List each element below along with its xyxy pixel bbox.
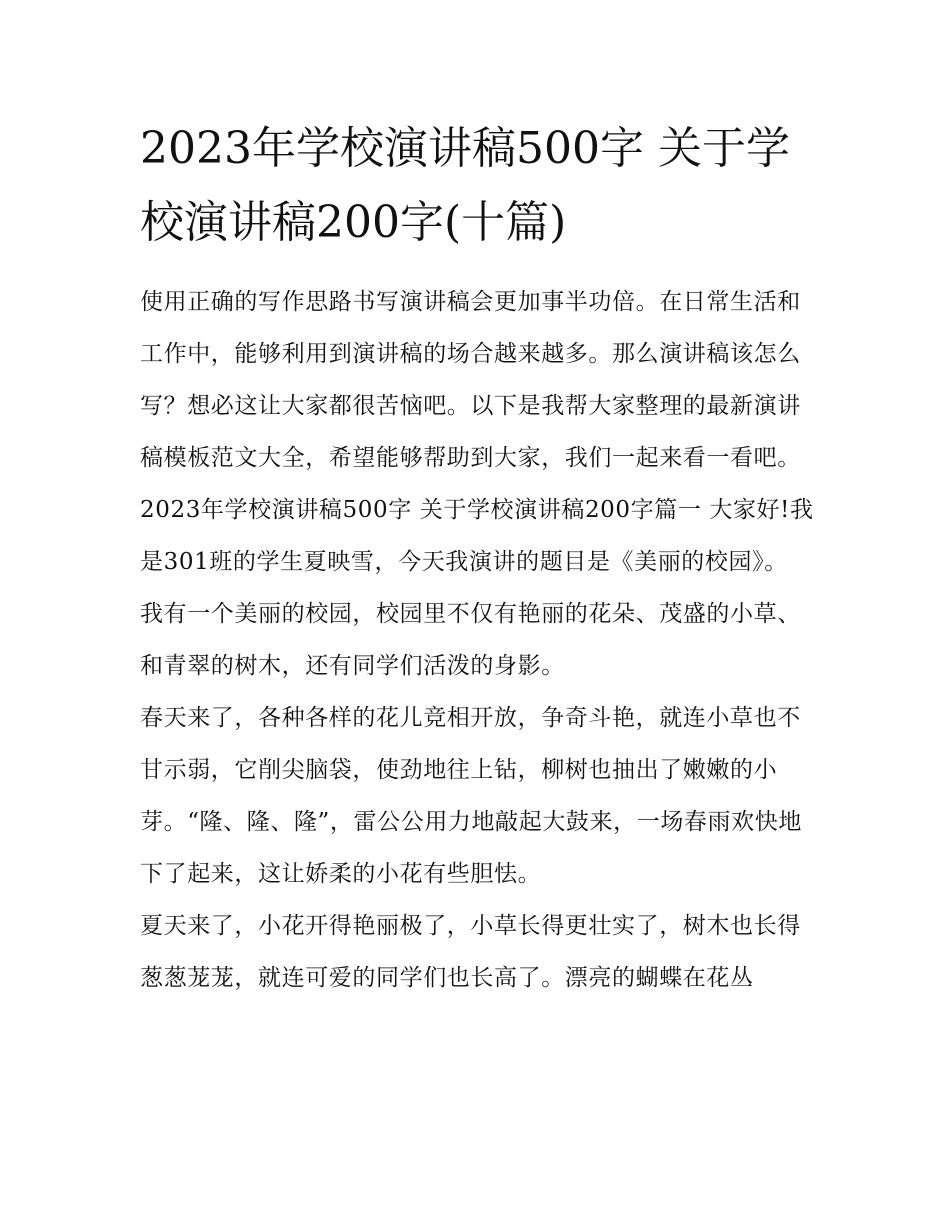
paragraph-intro: 使用正确的写作思路书写演讲稿会更加事半功倍。在日常生活和工作中，能够利用到演讲稿的场合越来越多。那么演讲稿该怎么写？想必这让大家都很苦恼吧。以下是我帮大家整理的最新演讲稿模板范文大全，希望能够帮助到大家，我们一起来看一看吧。 (140, 289, 801, 471)
document-content (140, 112, 815, 1004)
paragraph-spring: 春天来了，各种各样的花儿竞相开放，争奇斗艳，就连小草也不甘示弱，它削尖脑袋，使劲地往上钻，柳树也抽出了嫩嫩的小芽。“隆、隆、隆”，雷公公用力地敲起大鼓来，一场春雨欢快地下了起来，这让娇柔的小花有些胆怯。 (140, 705, 802, 887)
document-body (140, 276, 815, 1004)
paragraph-campus: 我有一个美丽的校园，校园里不仅有艳丽的花朵、茂盛的小草、和青翠的树木，还有同学们活泼的身影。 (140, 601, 801, 679)
paragraph-speech-opening: 2023年学校演讲稿500字 关于学校演讲稿200字篇一 大家好!我是301班的学生夏映雪，今天我演讲的题目是《美丽的校园》。 (140, 497, 814, 575)
document-title: 2023年学校演讲稿500字 关于学校演讲稿200字(十篇) (140, 123, 790, 248)
paragraph-summer: 夏天来了，小花开得艳丽极了，小草长得更壮实了，树木也长得葱葱茏茏，就连可爱的同学们也长高了。漂亮的蝴蝶在花丛 (140, 913, 801, 991)
